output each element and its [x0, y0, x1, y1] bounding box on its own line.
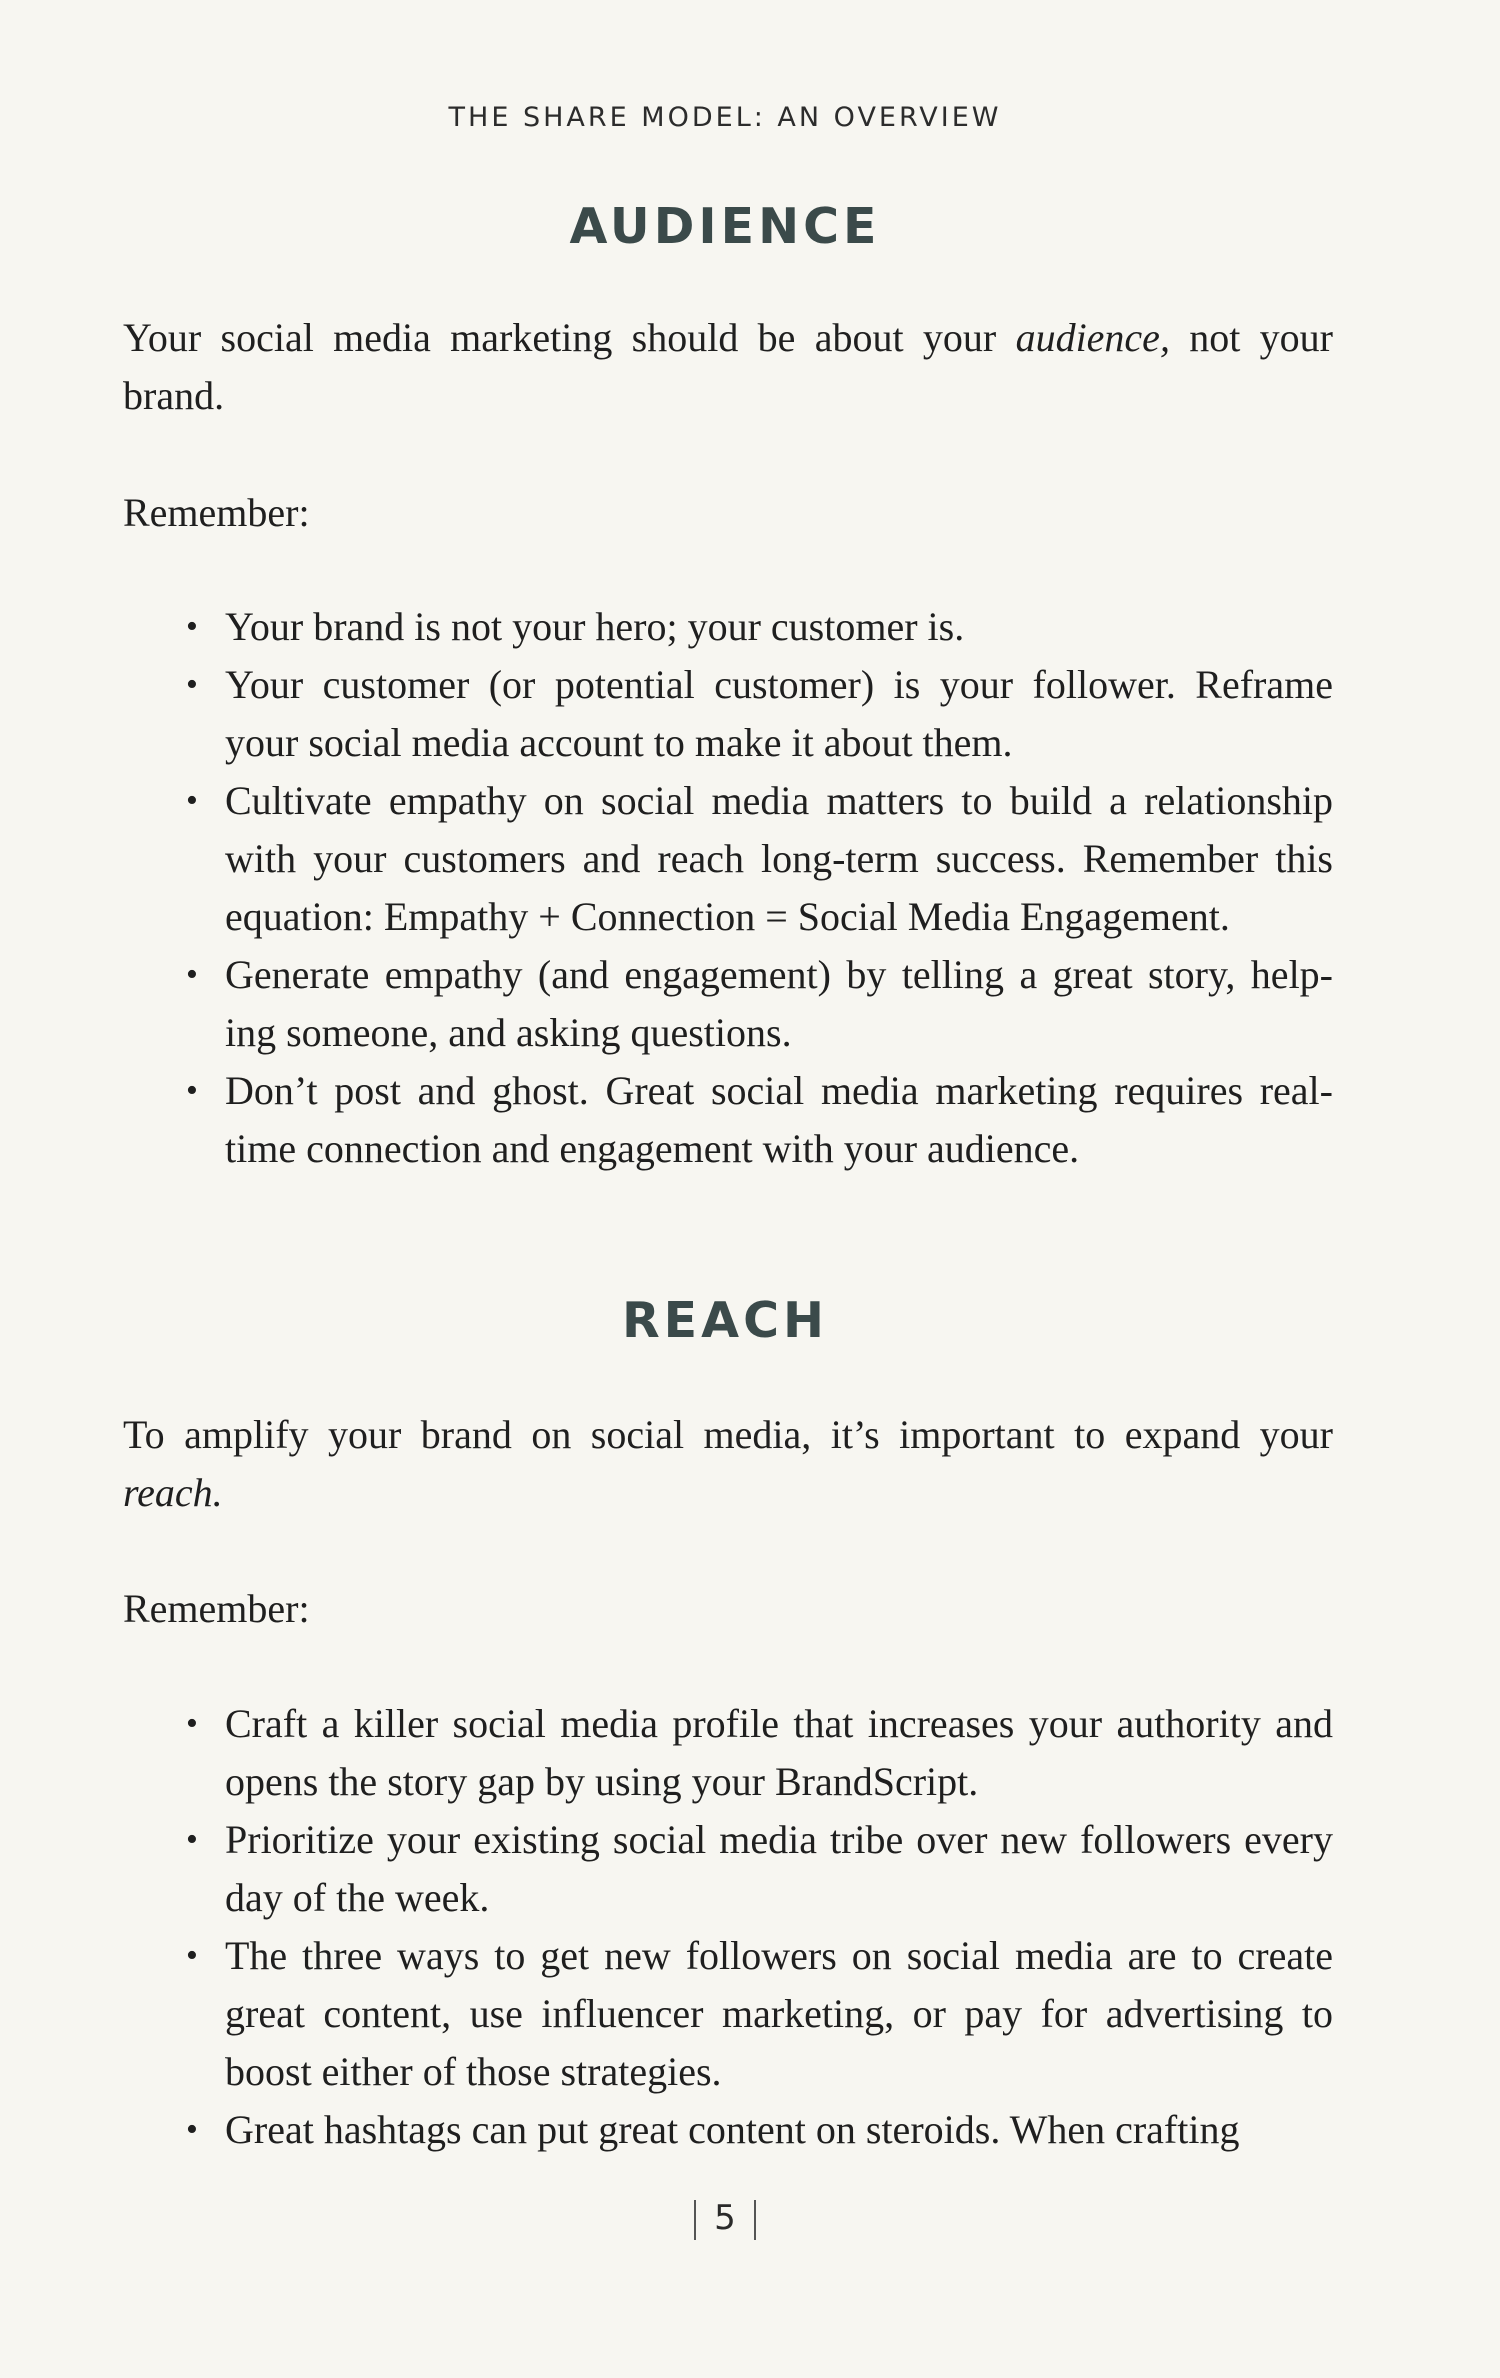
reach-bullet-list [180, 1695, 1333, 2159]
reach-intro [123, 1406, 1333, 1522]
audience-bullet: • Generate empathy (and engagement) by telling a great story, help-ing someone, and asking questions. [180, 946, 1333, 1062]
page-number-block [0, 2198, 1450, 2240]
audience-bullet: • Your customer (or potential customer) is your follower. Reframe your social media account to make it about them. [180, 656, 1333, 772]
reach-remember: Remember: [123, 1586, 310, 1631]
section-title-reach: REACH [621, 1292, 829, 1349]
folio-left-rule [694, 2200, 696, 2240]
audience-bullet: • Don’t post and ghost. Great social media marketing requires real-time connection and engagement with your audience. [180, 1062, 1333, 1178]
audience-intro-after: not your brand. [123, 315, 1334, 418]
audience-intro-before: Your social media marketing should be about your [123, 315, 1016, 360]
audience-bullet: • Your brand is not your hero; your customer is. [180, 598, 1333, 656]
reach-bullet: • Prioritize your existing social media tribe over new followers every day of the week. [180, 1811, 1333, 1927]
running-head: THE SHARE MODEL: AN OVERVIEW [448, 102, 1002, 133]
reach-bullet: • Great hashtags can put great content on steroids. When crafting [180, 2101, 1333, 2159]
page-number: 5 [714, 2198, 736, 2238]
reach-bullet: • Craft a killer social media profile that increases your authority and opens the story gap by using your BrandScript. [180, 1695, 1333, 1811]
reach-bullet: • The three ways to get new followers on social media are to create great content, use influencer marketing, or pay for advertising to boost either of those strategies. [180, 1927, 1333, 2101]
reach-intro-emphasis: reach. [123, 1470, 223, 1515]
reach-intro-before: To amplify your brand on social media, it’s important to expand your [123, 1412, 1333, 1457]
audience-bullet: • Cultivate empathy on social media matters to build a relationship with your customers and reach long-term success. Remember this equation: Empathy + Connection = Social Media Engagement. [180, 772, 1333, 946]
audience-intro [123, 309, 1333, 425]
folio-right-rule [754, 2200, 756, 2240]
audience-remember: Remember: [123, 490, 310, 535]
audience-intro-emphasis: audience, [1015, 315, 1170, 360]
audience-bullet-list [180, 598, 1333, 1178]
section-title-audience: AUDIENCE [569, 198, 881, 255]
